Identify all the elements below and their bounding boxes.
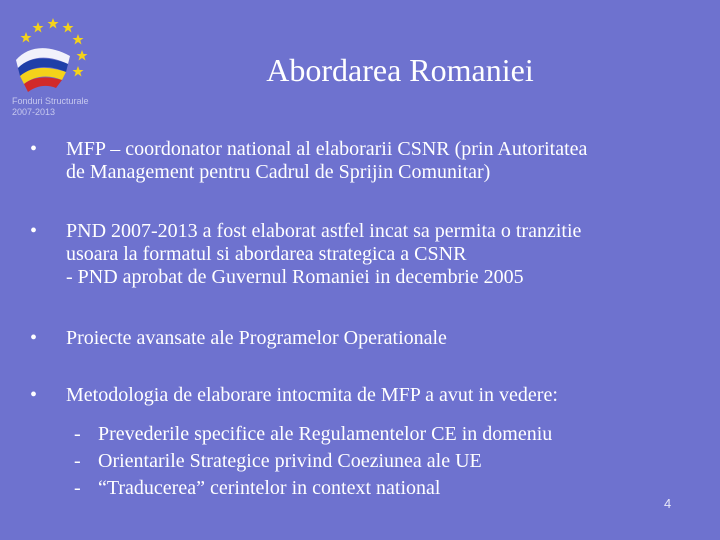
sub-list-dash: -	[74, 423, 81, 445]
bullet-marker: •	[30, 220, 38, 242]
bullet-text	[66, 220, 690, 289]
bullet-text	[66, 327, 690, 350]
page-number: 4	[664, 496, 672, 511]
sub-list-dash: -	[74, 477, 81, 499]
logo-caption-line2: 2007-2013	[12, 107, 56, 117]
bullet-line: de Management pentru Cadrul de Sprijin Comunitar)	[66, 161, 491, 183]
logo-caption-line1: Fonduri Structurale	[12, 96, 89, 106]
bullet-marker: •	[30, 138, 38, 160]
bullet-text	[66, 138, 690, 184]
bullet-line: - PND aprobat de Guvernul Romaniei in decembrie 2005	[66, 266, 524, 288]
bullet-marker: •	[30, 327, 38, 349]
sub-list-text: “Traducerea” cerintelor in context national	[98, 477, 441, 499]
sub-list-text: Orientarile Strategice privind Coeziunea ale UE	[98, 450, 482, 472]
bullet-marker: •	[30, 384, 38, 406]
bullet-line: usoara la formatul si abordarea strategica a CSNR	[66, 243, 467, 265]
logo-caption	[12, 96, 102, 118]
bullet-line: Metodologia de elaborare intocmita de MFP a avut in vedere:	[66, 384, 558, 406]
bullet-line: MFP – coordonator national al elaborarii CSNR (prin Autoritatea	[66, 138, 588, 160]
bullet-text	[66, 384, 690, 407]
sub-list-text: Prevederile specifice ale Regulamentelor CE in domeniu	[98, 423, 553, 445]
sub-list-item	[74, 475, 674, 502]
sub-list-dash: -	[74, 450, 81, 472]
sub-list-item	[74, 448, 674, 475]
bullet-line: Proiecte avansate ale Programelor Operationale	[66, 327, 447, 349]
sub-list-item	[74, 421, 674, 448]
slide-title: Abordarea Romaniei	[266, 52, 534, 88]
sub-list	[74, 421, 674, 502]
bullet-line: PND 2007-2013 a fost elaborat astfel incat sa permita o tranzitie	[66, 220, 582, 242]
